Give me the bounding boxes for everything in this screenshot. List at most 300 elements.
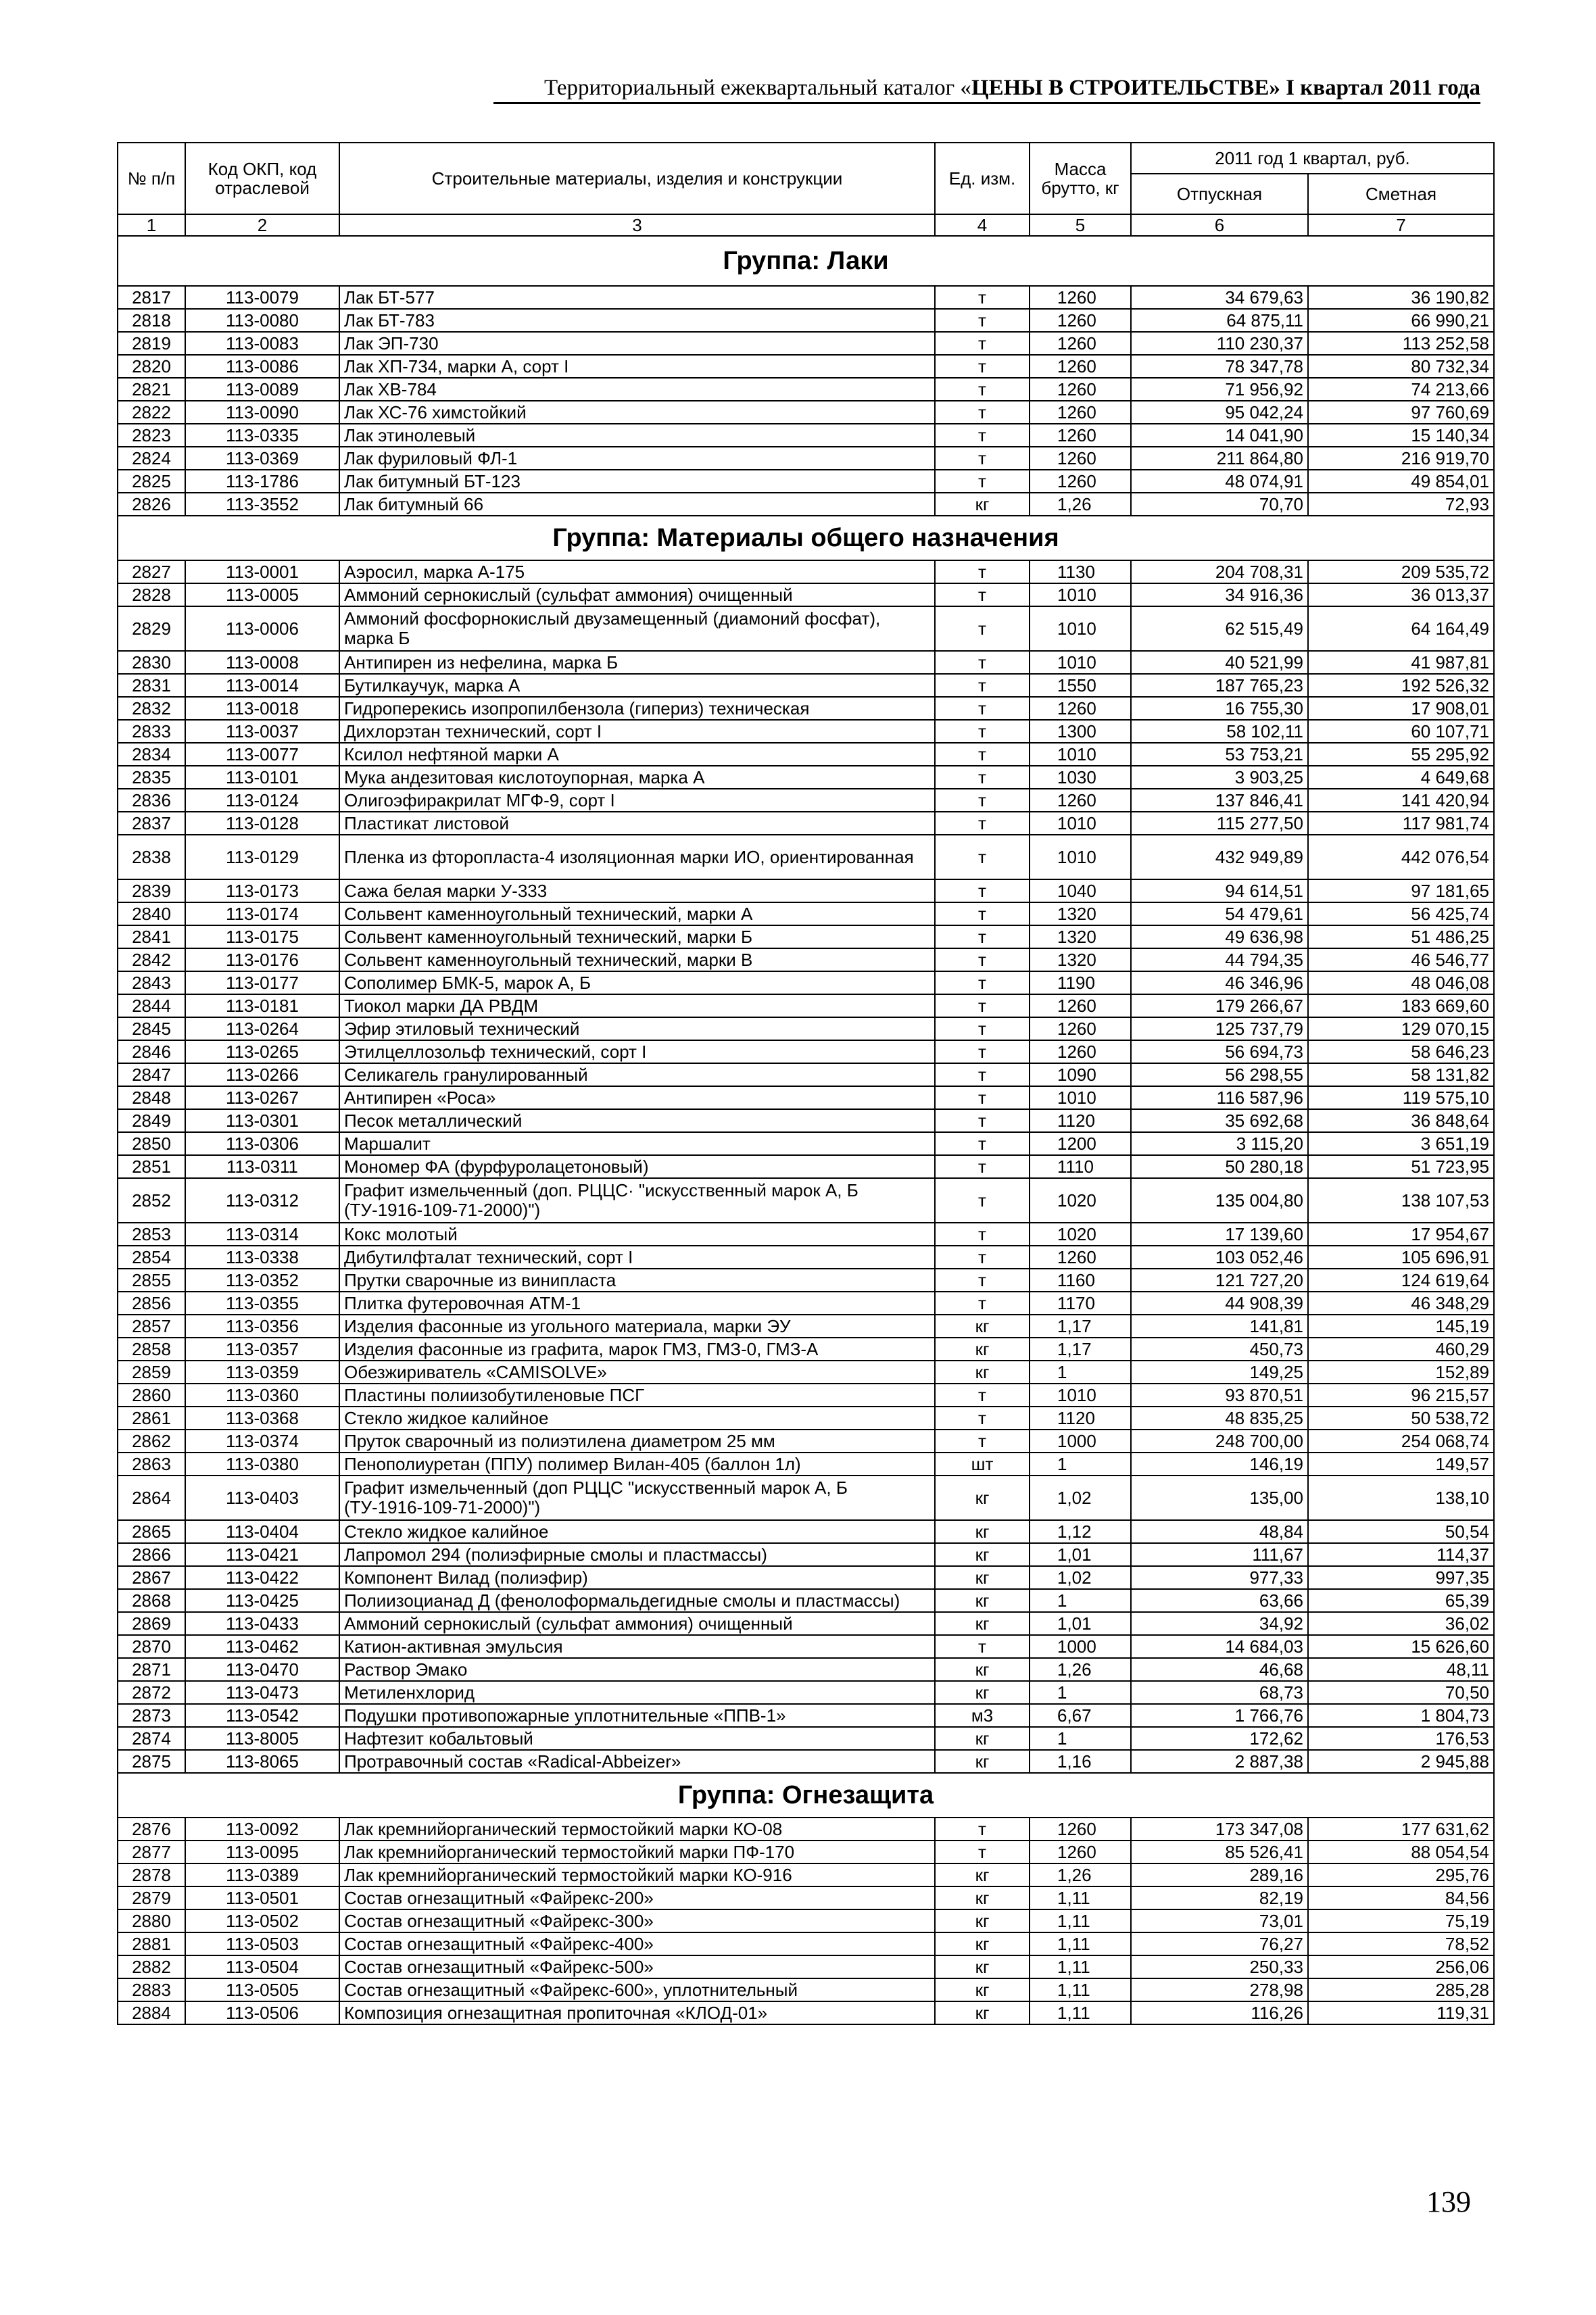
material-name: Графит измельченный (доп. РЦЦС· "искусственный марок А, Б (ТУ-1916-109-71-2000)") [339, 1178, 935, 1223]
material-name: Пенополиуретан (ППУ) полимер Вилан-405 (баллон 1л) [339, 1453, 935, 1476]
gross-mass: 1020 [1030, 1178, 1131, 1223]
gross-mass: 1,01 [1030, 1543, 1131, 1566]
row-number: 2869 [118, 1612, 185, 1635]
table-row [118, 1612, 1494, 1635]
estimate-price: 36 013,37 [1308, 583, 1494, 606]
material-name: Сольвент каменноугольный технический, марки В [339, 948, 935, 971]
gross-mass: 1010 [1030, 812, 1131, 835]
material-name: Лак ХС-76 химстойкий [339, 401, 935, 424]
row-number: 2843 [118, 971, 185, 994]
gross-mass: 1260 [1030, 1841, 1131, 1863]
release-price: 48 074,91 [1131, 470, 1308, 493]
table-row [118, 1063, 1494, 1086]
table-row [118, 2001, 1494, 2024]
okp-code: 113-0374 [185, 1430, 339, 1453]
gross-mass: 1010 [1030, 583, 1131, 606]
material-name: Гидроперекись изопропилбензола (гипериз) техническая [339, 697, 935, 720]
release-price: 40 521,99 [1131, 651, 1308, 674]
okp-code: 113-0312 [185, 1178, 339, 1223]
gross-mass: 1090 [1030, 1063, 1131, 1086]
gross-mass: 1010 [1030, 1384, 1131, 1407]
okp-code: 113-0129 [185, 835, 339, 879]
material-name: Лак ЭП-730 [339, 332, 935, 355]
material-name: Аммоний фосфорнокислый двузамещенный (диамоний фосфат), марка Б [339, 606, 935, 651]
unit: т [935, 1223, 1030, 1246]
material-name: Антипирен «Роса» [339, 1086, 935, 1109]
okp-code: 113-0177 [185, 971, 339, 994]
column-index: 2 [185, 214, 339, 236]
table-row [118, 1178, 1494, 1223]
release-price: 2 887,38 [1131, 1750, 1308, 1773]
estimate-price: 15 626,60 [1308, 1635, 1494, 1658]
row-number: 2870 [118, 1635, 185, 1658]
release-price: 121 727,20 [1131, 1269, 1308, 1292]
material-name: Антипирен из нефелина, марка Б [339, 651, 935, 674]
table-row [118, 1543, 1494, 1566]
unit: м3 [935, 1704, 1030, 1727]
okp-code: 113-0306 [185, 1132, 339, 1155]
material-name: Ксилол нефтяной марки А [339, 743, 935, 766]
okp-code: 113-0542 [185, 1704, 339, 1727]
estimate-price: 145,19 [1308, 1315, 1494, 1338]
table-row [118, 1155, 1494, 1178]
unit: т [935, 1430, 1030, 1453]
col-header-release-price: Отпускная [1131, 174, 1308, 214]
material-name: Лак кремнийорганический термостойкий марки КО-08 [339, 1818, 935, 1841]
gross-mass: 1260 [1030, 697, 1131, 720]
unit: т [935, 1132, 1030, 1155]
release-price: 48 835,25 [1131, 1407, 1308, 1430]
gross-mass: 1130 [1030, 560, 1131, 583]
unit: т [935, 948, 1030, 971]
release-price: 135 004,80 [1131, 1178, 1308, 1223]
table-row [118, 697, 1494, 720]
release-price: 17 139,60 [1131, 1223, 1308, 1246]
material-name: Стекло жидкое калийное [339, 1520, 935, 1543]
row-number: 2851 [118, 1155, 185, 1178]
unit: кг [935, 1566, 1030, 1589]
gross-mass: 1120 [1030, 1109, 1131, 1132]
unit: кг [935, 1750, 1030, 1773]
okp-code: 113-0124 [185, 789, 339, 812]
material-name: Лапромол 294 (полиэфирные смолы и пластмассы) [339, 1543, 935, 1566]
gross-mass: 1320 [1030, 925, 1131, 948]
table-row [118, 1955, 1494, 1978]
unit: т [935, 994, 1030, 1017]
material-name: Полиизоцианад Д (фенолоформальдегидные смолы и пластмассы) [339, 1589, 935, 1612]
row-number: 2873 [118, 1704, 185, 1727]
material-name: Эфир этиловый технический [339, 1017, 935, 1040]
material-name: Композиция огнезащитная пропиточная «КЛОД-01» [339, 2001, 935, 2024]
page-number: 139 [1426, 2185, 1471, 2218]
gross-mass: 1,26 [1030, 493, 1131, 516]
material-name: Кокс молотый [339, 1223, 935, 1246]
table-row [118, 424, 1494, 447]
material-name: Нафтезит кобальтовый [339, 1727, 935, 1750]
material-name: Состав огнезащитный «Файрекс-200» [339, 1886, 935, 1909]
gross-mass: 1550 [1030, 674, 1131, 697]
estimate-price: 209 535,72 [1308, 560, 1494, 583]
estimate-price: 216 919,70 [1308, 447, 1494, 470]
row-number: 2864 [118, 1476, 185, 1520]
gross-mass: 1260 [1030, 1246, 1131, 1269]
row-number: 2837 [118, 812, 185, 835]
material-name: Дибутилфталат технический, сорт I [339, 1246, 935, 1269]
group-header-row [118, 516, 1494, 560]
release-price: 64 875,11 [1131, 309, 1308, 332]
row-number: 2832 [118, 697, 185, 720]
table-row [118, 1978, 1494, 2001]
col-header-number: № п/п [118, 143, 185, 214]
unit: т [935, 606, 1030, 651]
estimate-price: 138,10 [1308, 1476, 1494, 1520]
release-price: 450,73 [1131, 1338, 1308, 1361]
unit: кг [935, 1863, 1030, 1886]
okp-code: 113-1786 [185, 470, 339, 493]
release-price: 93 870,51 [1131, 1384, 1308, 1407]
table-row [118, 925, 1494, 948]
row-number: 2857 [118, 1315, 185, 1338]
material-name: Состав огнезащитный «Файрекс-400» [339, 1932, 935, 1955]
estimate-price: 129 070,15 [1308, 1017, 1494, 1040]
okp-code: 113-0425 [185, 1589, 339, 1612]
row-number: 2874 [118, 1727, 185, 1750]
estimate-price: 80 732,34 [1308, 355, 1494, 378]
unit: кг [935, 1978, 1030, 2001]
estimate-price: 58 131,82 [1308, 1063, 1494, 1086]
table-row [118, 470, 1494, 493]
release-price: 62 515,49 [1131, 606, 1308, 651]
material-name: Сольвент каменноугольный технический, марки А [339, 902, 935, 925]
estimate-price: 96 215,57 [1308, 1384, 1494, 1407]
release-price: 44 794,35 [1131, 948, 1308, 971]
okp-code: 113-0473 [185, 1681, 339, 1704]
table-row [118, 1658, 1494, 1681]
material-name: Раствор Эмако [339, 1658, 935, 1681]
estimate-price: 84,56 [1308, 1886, 1494, 1909]
material-name: Лак битумный 66 [339, 493, 935, 516]
table-row [118, 902, 1494, 925]
unit: кг [935, 1476, 1030, 1520]
gross-mass: 1,11 [1030, 1909, 1131, 1932]
table-row [118, 355, 1494, 378]
row-number: 2876 [118, 1818, 185, 1841]
table-row [118, 812, 1494, 835]
okp-code: 113-0301 [185, 1109, 339, 1132]
estimate-price: 152,89 [1308, 1361, 1494, 1384]
material-name: Пластикат листовой [339, 812, 935, 835]
material-name: Маршалит [339, 1132, 935, 1155]
col-header-mass: Масса брутто, кг [1030, 143, 1131, 214]
row-number: 2826 [118, 493, 185, 516]
release-price: 58 102,11 [1131, 720, 1308, 743]
material-name: Компонент Вилад (полиэфир) [339, 1566, 935, 1589]
unit: кг [935, 1543, 1030, 1566]
estimate-price: 46 546,77 [1308, 948, 1494, 971]
unit: кг [935, 1361, 1030, 1384]
row-number: 2817 [118, 286, 185, 309]
release-price: 56 694,73 [1131, 1040, 1308, 1063]
gross-mass: 1,11 [1030, 2001, 1131, 2024]
table-row [118, 1681, 1494, 1704]
release-price: 173 347,08 [1131, 1818, 1308, 1841]
gross-mass: 1260 [1030, 1040, 1131, 1063]
gross-mass: 1260 [1030, 332, 1131, 355]
okp-code: 113-0128 [185, 812, 339, 835]
gross-mass: 1260 [1030, 424, 1131, 447]
okp-code: 113-0505 [185, 1978, 339, 2001]
gross-mass: 1,17 [1030, 1338, 1131, 1361]
table-row [118, 651, 1494, 674]
row-number: 2846 [118, 1040, 185, 1063]
material-name: Тиокол марки ДА РВДМ [339, 994, 935, 1017]
row-number: 2858 [118, 1338, 185, 1361]
table-row [118, 378, 1494, 401]
okp-code: 113-0338 [185, 1246, 339, 1269]
release-price: 63,66 [1131, 1589, 1308, 1612]
row-number: 2879 [118, 1886, 185, 1909]
okp-code: 113-0352 [185, 1269, 339, 1292]
table-row [118, 1886, 1494, 1909]
unit: кг [935, 2001, 1030, 2024]
table-row [118, 286, 1494, 309]
material-name: Аммоний сернокислый (сульфат аммония) очищенный [339, 1612, 935, 1635]
row-number: 2860 [118, 1384, 185, 1407]
release-price: 48,84 [1131, 1520, 1308, 1543]
gross-mass: 1,02 [1030, 1476, 1131, 1520]
release-price: 3 903,25 [1131, 766, 1308, 789]
okp-code: 113-0086 [185, 355, 339, 378]
okp-code: 113-0360 [185, 1384, 339, 1407]
release-price: 1 766,76 [1131, 1704, 1308, 1727]
okp-code: 113-0368 [185, 1407, 339, 1430]
row-number: 2853 [118, 1223, 185, 1246]
estimate-price: 48 046,08 [1308, 971, 1494, 994]
table-row [118, 1909, 1494, 1932]
unit: т [935, 1384, 1030, 1407]
unit: кг [935, 1658, 1030, 1681]
material-name: Дихлорэтан технический, сорт I [339, 720, 935, 743]
unit: кг [935, 1886, 1030, 1909]
gross-mass: 1 [1030, 1681, 1131, 1704]
okp-code: 113-8005 [185, 1727, 339, 1750]
material-name: Метиленхлорид [339, 1681, 935, 1704]
material-name: Аэросил, марка А-175 [339, 560, 935, 583]
release-price: 110 230,37 [1131, 332, 1308, 355]
price-table [117, 142, 1495, 2025]
gross-mass: 1260 [1030, 378, 1131, 401]
material-name: Песок металлический [339, 1109, 935, 1132]
release-price: 56 298,55 [1131, 1063, 1308, 1086]
release-price: 94 614,51 [1131, 879, 1308, 902]
row-number: 2878 [118, 1863, 185, 1886]
column-index: 1 [118, 214, 185, 236]
row-number: 2818 [118, 309, 185, 332]
release-price: 34,92 [1131, 1612, 1308, 1635]
okp-code: 113-0357 [185, 1338, 339, 1361]
release-price: 172,62 [1131, 1727, 1308, 1750]
table-row [118, 1704, 1494, 1727]
table-row [118, 493, 1494, 516]
row-number: 2825 [118, 470, 185, 493]
release-price: 137 846,41 [1131, 789, 1308, 812]
table-row [118, 1818, 1494, 1841]
estimate-price: 41 987,81 [1308, 651, 1494, 674]
material-name: Аммоний сернокислый (сульфат аммония) очищенный [339, 583, 935, 606]
okp-code: 113-0403 [185, 1476, 339, 1520]
gross-mass: 1260 [1030, 286, 1131, 309]
row-number: 2839 [118, 879, 185, 902]
gross-mass: 1010 [1030, 743, 1131, 766]
release-price: 179 266,67 [1131, 994, 1308, 1017]
okp-code: 113-0421 [185, 1543, 339, 1566]
material-name: Состав огнезащитный «Файрекс-500» [339, 1955, 935, 1978]
estimate-price: 75,19 [1308, 1909, 1494, 1932]
unit: кг [935, 1338, 1030, 1361]
row-number: 2829 [118, 606, 185, 651]
material-name: Катион-активная эмульсия [339, 1635, 935, 1658]
release-price: 125 737,79 [1131, 1017, 1308, 1040]
table-row [118, 1453, 1494, 1476]
release-price: 70,70 [1131, 493, 1308, 516]
material-name: Лак этинолевый [339, 424, 935, 447]
row-number: 2859 [118, 1361, 185, 1384]
estimate-price: 64 164,49 [1308, 606, 1494, 651]
estimate-price: 17 908,01 [1308, 697, 1494, 720]
row-number: 2831 [118, 674, 185, 697]
release-price: 14 041,90 [1131, 424, 1308, 447]
table-row [118, 606, 1494, 651]
release-price: 289,16 [1131, 1863, 1308, 1886]
unit: т [935, 720, 1030, 743]
estimate-price: 36 190,82 [1308, 286, 1494, 309]
row-number: 2865 [118, 1520, 185, 1543]
row-number: 2867 [118, 1566, 185, 1589]
table-row [118, 560, 1494, 583]
estimate-price: 70,50 [1308, 1681, 1494, 1704]
estimate-price: 177 631,62 [1308, 1818, 1494, 1841]
row-number: 2844 [118, 994, 185, 1017]
unit: т [935, 447, 1030, 470]
material-name: Сольвент каменноугольный технический, марки Б [339, 925, 935, 948]
okp-code: 113-0174 [185, 902, 339, 925]
gross-mass: 1010 [1030, 651, 1131, 674]
table-body [118, 236, 1494, 2024]
row-number: 2852 [118, 1178, 185, 1223]
unit: т [935, 355, 1030, 378]
table-row [118, 583, 1494, 606]
row-number: 2868 [118, 1589, 185, 1612]
unit: т [935, 1155, 1030, 1178]
estimate-price: 51 486,25 [1308, 925, 1494, 948]
unit: т [935, 1040, 1030, 1063]
release-price: 78 347,78 [1131, 355, 1308, 378]
row-number: 2872 [118, 1681, 185, 1704]
estimate-price: 183 669,60 [1308, 994, 1494, 1017]
row-number: 2830 [118, 651, 185, 674]
table-row [118, 835, 1494, 879]
okp-code: 113-0077 [185, 743, 339, 766]
estimate-price: 48,11 [1308, 1658, 1494, 1681]
unit: т [935, 812, 1030, 835]
release-price: 68,73 [1131, 1681, 1308, 1704]
material-name: Пластины полиизобутиленовые ПСГ [339, 1384, 935, 1407]
table-row [118, 447, 1494, 470]
table-row [118, 1841, 1494, 1863]
row-number: 2866 [118, 1543, 185, 1566]
material-name: Лак битумный БТ-123 [339, 470, 935, 493]
okp-code: 113-0470 [185, 1658, 339, 1681]
okp-code: 113-0504 [185, 1955, 339, 1978]
table-row [118, 743, 1494, 766]
okp-code: 113-0083 [185, 332, 339, 355]
estimate-price: 49 854,01 [1308, 470, 1494, 493]
row-number: 2840 [118, 902, 185, 925]
estimate-price: 176,53 [1308, 1727, 1494, 1750]
unit: т [935, 1818, 1030, 1841]
unit: т [935, 1063, 1030, 1086]
col-header-estimate-price: Сметная [1308, 174, 1494, 214]
gross-mass: 1200 [1030, 1132, 1131, 1155]
row-number: 2822 [118, 401, 185, 424]
material-name: Лак БТ-577 [339, 286, 935, 309]
gross-mass: 1190 [1030, 971, 1131, 994]
row-number: 2854 [118, 1246, 185, 1269]
unit: т [935, 697, 1030, 720]
okp-code: 113-0266 [185, 1063, 339, 1086]
material-name: Лак кремнийорганический термостойкий марки ПФ-170 [339, 1841, 935, 1863]
group-header-row [118, 1773, 1494, 1818]
group-header-row [118, 236, 1494, 286]
column-index: 5 [1030, 214, 1131, 236]
okp-code: 113-0264 [185, 1017, 339, 1040]
release-price: 103 052,46 [1131, 1246, 1308, 1269]
table-row [118, 1589, 1494, 1612]
okp-code: 113-0389 [185, 1863, 339, 1886]
gross-mass: 1010 [1030, 606, 1131, 651]
gross-mass: 1 [1030, 1589, 1131, 1612]
release-price: 149,25 [1131, 1361, 1308, 1384]
okp-code: 113-0356 [185, 1315, 339, 1338]
gross-mass: 1030 [1030, 766, 1131, 789]
table-row [118, 1635, 1494, 1658]
okp-code: 113-0433 [185, 1612, 339, 1635]
table-row [118, 766, 1494, 789]
material-name: Изделия фасонные из графита, марок ГМЗ, ГМЗ-0, ГМЗ-А [339, 1338, 935, 1361]
unit: т [935, 925, 1030, 948]
okp-code: 113-0502 [185, 1909, 339, 1932]
unit: кг [935, 1727, 1030, 1750]
gross-mass: 1110 [1030, 1155, 1131, 1178]
estimate-price: 4 649,68 [1308, 766, 1494, 789]
okp-code: 113-0422 [185, 1566, 339, 1589]
unit: т [935, 1017, 1030, 1040]
table-row [118, 332, 1494, 355]
row-number: 2863 [118, 1453, 185, 1476]
table-row [118, 1338, 1494, 1361]
gross-mass: 1010 [1030, 835, 1131, 879]
running-header [493, 76, 1480, 104]
estimate-price: 3 651,19 [1308, 1132, 1494, 1155]
estimate-price: 117 981,74 [1308, 812, 1494, 835]
row-number: 2842 [118, 948, 185, 971]
okp-code: 113-0092 [185, 1818, 339, 1841]
unit: т [935, 1269, 1030, 1292]
unit: кг [935, 1520, 1030, 1543]
gross-mass: 1 [1030, 1727, 1131, 1750]
estimate-price: 124 619,64 [1308, 1269, 1494, 1292]
unit: т [935, 971, 1030, 994]
